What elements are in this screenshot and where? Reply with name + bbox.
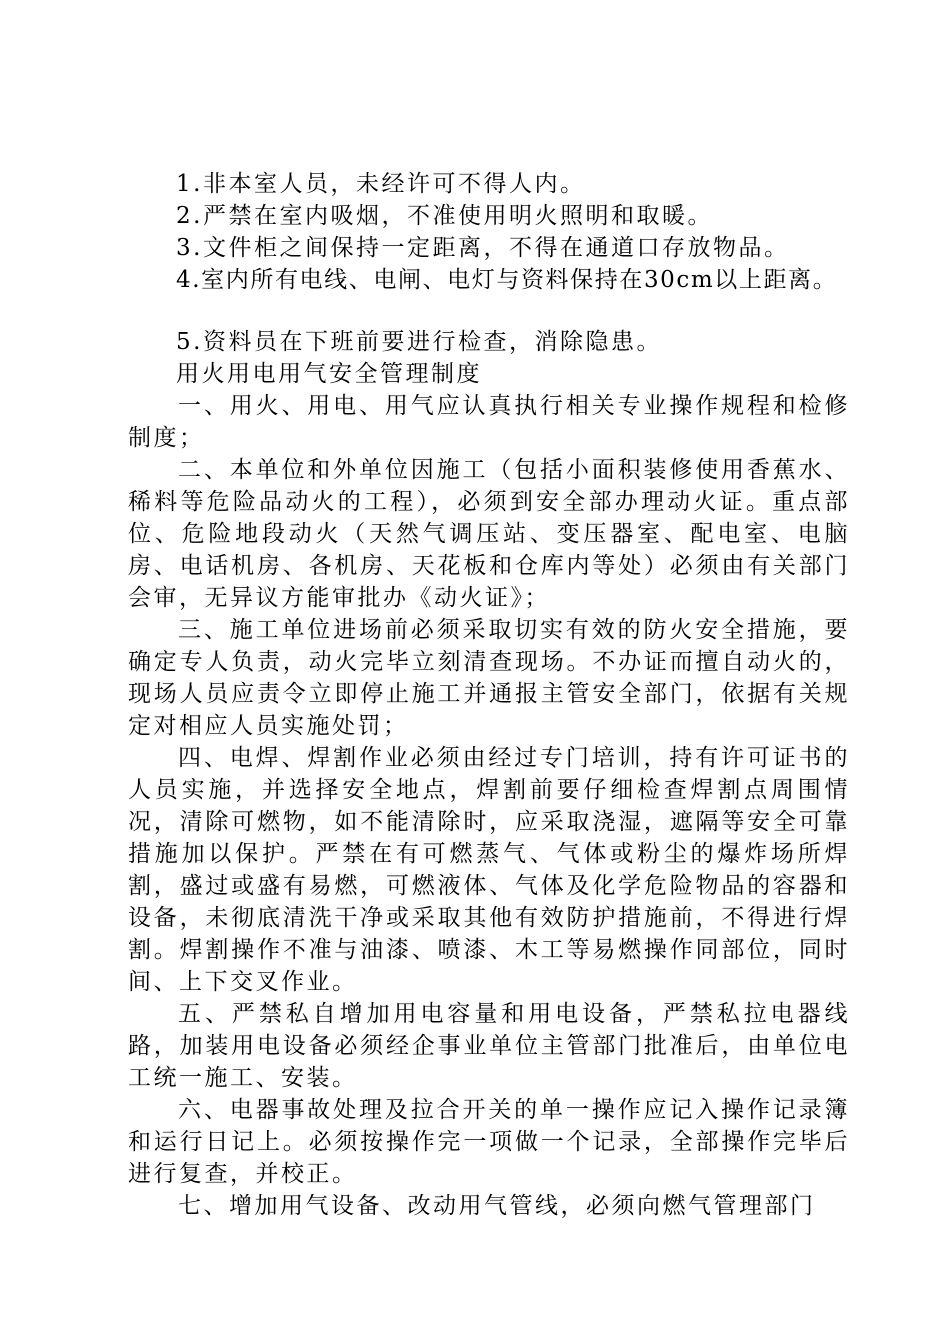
rule-item-2: 2.严禁在室内吸烟，不准使用明火照明和取暖。	[176, 203, 713, 229]
rule-item-1: 1.非本室人员，未经许可不得人内。	[176, 171, 586, 197]
regulation-paragraph-4: 四、电焊、焊割作业必须由经过专门培训，持有许可证书的人员实施，并选择安全地点，焊割前要仔细检查焊割点周围情况，清除可燃物，如不能清除时，应采取浇湿，遮隔等安全可靠措施加以保护。严禁在有可燃蒸气、气体或粉尘的爆炸场所焊割，盛过或盛有易燃，可燃液体、气体及化学危险物品的容器和设备，未彻底清洗干净或采取其他有效防护措施前，不得进行焊割。焊割操作不准与油漆、喷漆、木工等易燃操作同部位，同时间、上下交叉作业。	[128, 745, 850, 995]
regulation-paragraph-3: 三、施工单位进场前必须采取切实有效的防火安全措施，要确定专人负责，动火完毕立刻清查现场。不办证而擅自动火的，现场人员应责令立即停止施工并通报主管安全部门，依据有关规定对相应人员实施处罚；	[128, 617, 850, 739]
regulation-paragraph-6: 六、电器事故处理及拉合开关的单一操作应记入操作记录簿和运行日记上。必须按操作完一项做一个记录，全部操作完毕后进行复查，并校正。	[128, 1097, 850, 1187]
document-body	[128, 168, 850, 1222]
blank-line	[128, 296, 850, 326]
rule-item-5: 5.资料员在下班前要进行检查，消除隐患。	[176, 329, 662, 355]
regulation-paragraph-2: 二、本单位和外单位因施工（包括小面积装修使用香蕉水、稀料等危险品动火的工程），必须到安全部办理动火证。重点部位、危险地段动火（天然气调压站、变压器室、配电室、电脑房、电话机房、各机房、天花板和仓库内等处）必须由有关部门会审，无异议方能审批办《动火证》；	[128, 457, 850, 611]
rule-item-4: 4.室内所有电线、电闸、电灯与资料保持在30cm以上距离。	[176, 267, 838, 293]
regulation-paragraph-1: 一、用火、用电、用气应认真执行相关专业操作规程和检修制度；	[128, 393, 850, 451]
rule-item-3: 3.文件柜之间保持一定距离，不得在通道口存放物品。	[176, 235, 790, 261]
regulation-paragraph-7: 七、增加用气设备、改动用气管线，必须向燃气管理部门	[178, 1193, 816, 1219]
regulation-paragraph-5: 五、严禁私自增加用电容量和用电设备，严禁私拉电器线路，加装用电设备必须经企事业单位主管部门批准后，由单位电工统一施工、安装。	[128, 1001, 850, 1091]
section-title: 用火用电用气安全管理制度	[176, 361, 482, 387]
